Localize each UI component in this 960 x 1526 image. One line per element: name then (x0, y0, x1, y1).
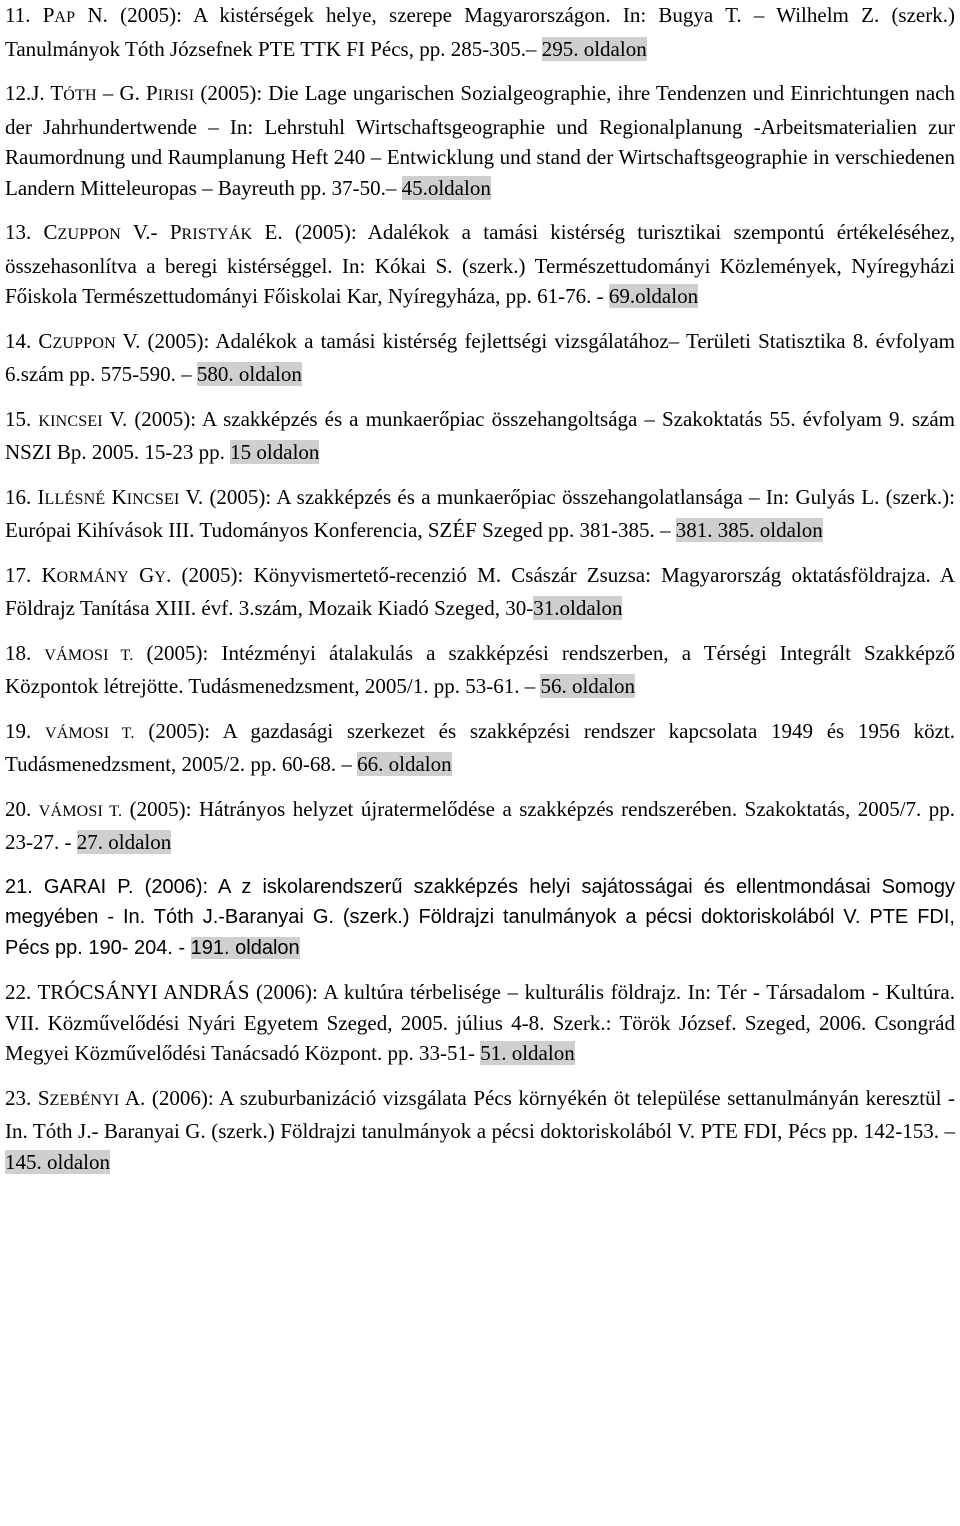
bibliography-entry-11 (5, 0, 955, 64)
page-reference: 56. oldalon (540, 674, 635, 698)
author-name: TÓTH – G. PIRISI (50, 81, 195, 105)
page-reference: 27. oldalon (76, 830, 172, 854)
bibliography-entry-15 (5, 404, 955, 468)
entry-citation: (2005): A kistérségek helye, szerepe Magyarországon. In: Bugya T. – Wilhelm Z. (szerk.) Tanulmányok Tóth Józsefnek PTE TTK FI Pécs, pp. 285-305.– (5, 3, 955, 61)
author-name: ILLÉSNÉ KINCSEI V. (37, 484, 204, 509)
bibliography-entry-19 (5, 716, 955, 780)
page-reference: 145. oldalon (5, 1149, 110, 1174)
entry-citation: (2005): Könyvismertető-recenzió M. Császár Zsuzsa: Magyarország oktatásföldrajza. A Földrajz Tanítása XIII. évf. 3.szám, Mozaik Kiadó Szeged, 30- (5, 562, 956, 620)
entry-citation: (2005): Adalékok a tamási kistérség turisztikai szempontú értékeléséhez, összehasonlítva a beregi kistérséggel. In: Kókai S. (szerk.) Természettudományi Közlemények, Nyíregyházi Főiskola Természettudományi Főiskolai Kar, Nyíregyháza, pp. 61-76. - (5, 220, 956, 308)
author-name: KORMÁNY GY. (41, 562, 172, 587)
entry-number: 18. (5, 640, 45, 665)
entry-number: 21. (5, 875, 44, 898)
author-name: SZEBÉNYI A. (37, 1085, 146, 1110)
bibliography-entry-13 (5, 217, 955, 312)
author-name: GARAI P. (43, 875, 134, 898)
entry-citation: (2005): Hátrányos helyzet újratermelődése a szakképzés rendszerében. Szakoktatás, 2005/7. pp. 23-27. - (5, 796, 956, 854)
bibliography-entry-22 (5, 977, 955, 1069)
entry-citation: (2006): A z iskolarendszerű szakképzés helyi sajátosságai és ellentmondásai Somogy megyében - In. Tóth J.-Baranyai G. (szerk.) Földrajzi tanulmányok a pécsi doktoriskolából V. PTE FDI, Pécs pp. 190- 204. - (5, 875, 956, 959)
entry-number: 11. (5, 3, 43, 27)
author-name: KINCSEI V. (38, 406, 128, 431)
entry-number: 23. (5, 1085, 38, 1110)
bibliography-entry-20 (5, 794, 955, 858)
bibliography-entry-17 (5, 560, 955, 624)
author-name: CZUPPON V.- PRISTYÁK E. (43, 220, 283, 244)
entry-number: 16. (5, 484, 38, 509)
entry-citation: (2005): A szakképzés és a munkaerőpiac összehangoltsága – Szakoktatás 55. évfolyam 9. szám NSZI Bp. 2005. 15-23 pp. (5, 406, 955, 464)
bibliography-entry-12 (5, 78, 955, 203)
bibliography-entry-21 (5, 872, 955, 964)
page-reference: 51. oldalon (480, 1041, 575, 1065)
bibliography-entry-23 (5, 1083, 955, 1178)
entry-number: 19. (5, 718, 45, 743)
entry-number: 14. (5, 328, 39, 353)
page-reference: 381. 385. oldalon (675, 518, 823, 542)
entry-citation: (2005): Adalékok a tamási kistérség fejlettségi vizsgálatához– Területi Statisztika 8. évfolyam 6.szám pp. 575-590. – (5, 328, 955, 386)
page-reference: 69.oldalon (608, 284, 699, 308)
author-name: CZUPPON V. (38, 328, 141, 353)
entry-citation: (2006): A kultúra térbelisége – kulturális földrajz. In: Tér - Társadalom - Kultúra. VII. Közművelődési Nyári Egyetem Szeged, 2005. július 4-8. Szerk.: Török József. Szeged, 2006. Csongrád Megyei Közművelődési Tanácsadó Központ. pp. 33-51- (5, 980, 955, 1065)
page-reference: 580. oldalon (196, 362, 302, 386)
entry-citation: (2005): A gazdasági szerkezet és szakképzési rendszer kapcsolata 1949 és 1956 közt. Tudásmenedzsment, 2005/2. pp. 60-68. – (5, 718, 956, 776)
entry-number: 17. (5, 562, 42, 587)
author-name: TRÓCSÁNYI ANDRÁS (37, 980, 250, 1004)
entry-citation: (2006): A szuburbanizáció vizsgálata Pécs környékén öt települése settanulmányán keresztül - In. Tóth J.- Baranyai G. (szerk.) Földrajzi tanulmányok a pécsi doktoriskolából V. PTE FDI, Pécs pp. 142-153. – (5, 1085, 956, 1143)
bibliography-entry-18 (5, 638, 955, 702)
page-reference: 295. oldalon (541, 36, 647, 61)
page-reference: 31.oldalon (533, 596, 623, 620)
entry-citation: (2005): A szakképzés és a munkaerőpiac összehangolatlansága – In: Gulyás L. (szerk.): Európai Kihívások III. Tudományos Konferencia, SZÉF Szeged pp. 381-385. – (5, 484, 956, 542)
author-name: PAP N. (42, 3, 108, 27)
page-reference: 45.oldalon (401, 175, 491, 200)
page-reference: 191. oldalon (190, 936, 300, 959)
entry-number: 12.J. (5, 81, 51, 105)
bibliography-entry-14 (5, 326, 955, 390)
entry-number: 22. (5, 980, 38, 1004)
entry-number: 20. (5, 796, 39, 821)
author-name: VÁMOSI T. (44, 724, 135, 742)
entry-number: 15. (5, 406, 39, 431)
page-reference: 15 oldalon (230, 440, 320, 464)
entry-citation: (2005): Die Lage ungarischen Sozialgeographie, ihre Tendenzen und Einrichtungen nach der Jahrhundertwende – In: Lehrstuhl Wirtschaftsgeographie und Regionalplanung -Arbeitsmaterialien zur Raumordnung und Raumplanung Heft 240 – Entwicklung und stand der Wirtschaftsgeographie in verschiedenen Landern Mitteleuropas – Bayreuth pp. 37-50.– (5, 81, 956, 200)
page-reference: 66. oldalon (357, 752, 452, 776)
entry-citation: (2005): Intézményi átalakulás a szakképzési rendszerben, a Térségi Integrált Szakképző Központok létrejötte. Tudásmenedzsment, 2005/1. pp. 53-61. – (5, 640, 956, 698)
author-name: VÁMOSI T. (44, 646, 134, 664)
author-name: VÁMOSI T. (38, 802, 123, 820)
entry-number: 13. (5, 220, 44, 244)
bibliography-page (5, 0, 955, 1177)
bibliography-entry-16 (5, 482, 955, 546)
